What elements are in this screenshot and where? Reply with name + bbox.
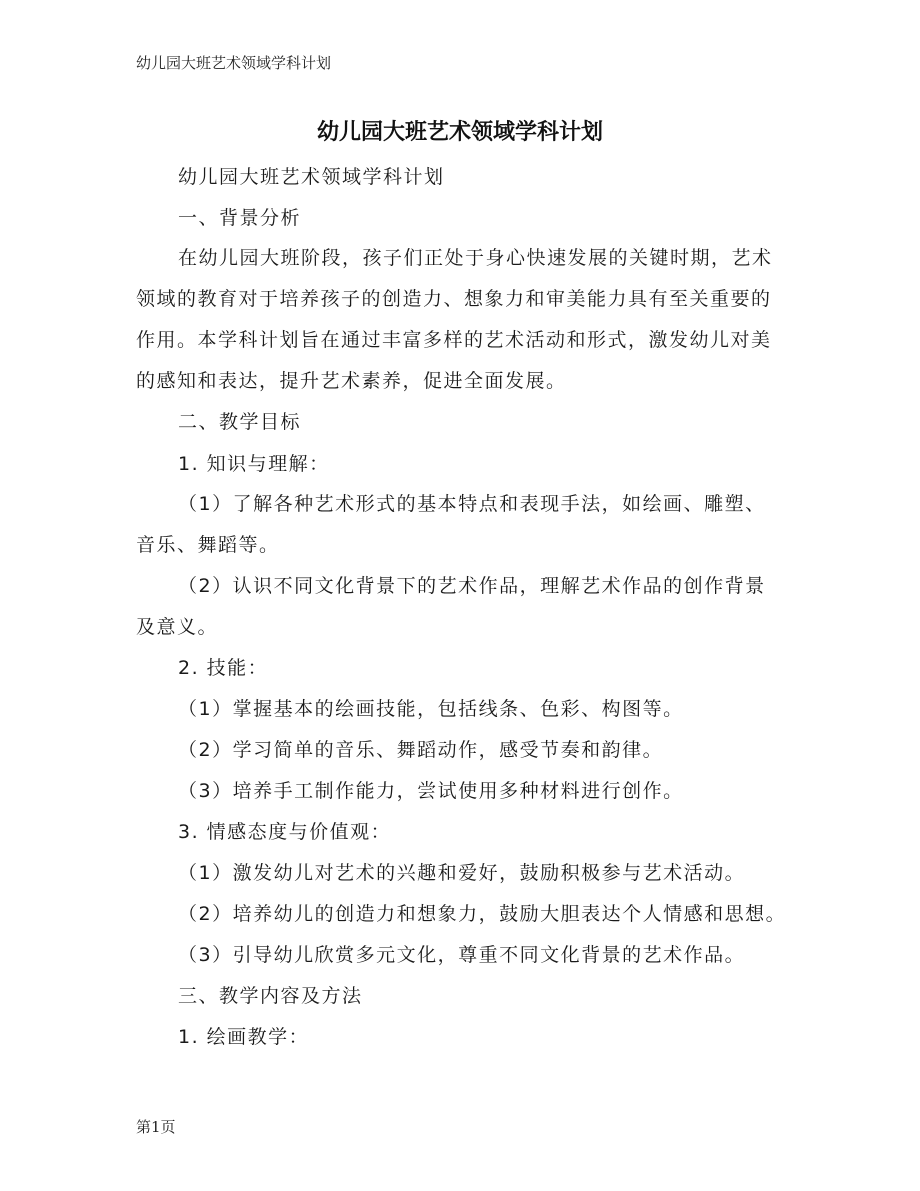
section-heading-goals: 二、教学目标 — [178, 411, 302, 433]
goal-skills-item-1: （1）掌握基本的绘画技能，包括线条、色彩、构图等。 — [178, 698, 684, 720]
background-paragraph: 在幼儿园大班阶段，孩子们正处于身心快速发展的关键时期，艺术领域的教育对于培养孩子的创造力、想象力和审美能力具有至关重要的作用。本学科计划旨在通过丰富多样的艺术活动和形式，激发幼儿对美的感知和表达，提升艺术素养，促进全面发展。 — [136, 247, 773, 392]
goal-skills-item-2: （2）学习简单的音乐、舞蹈动作，感受节奏和韵律。 — [178, 739, 664, 761]
content-heading-drawing: 1. 绘画教学： — [178, 1026, 310, 1048]
goal-attitude-item-3: （3）引导幼儿欣赏多元文化，尊重不同文化背景的艺术作品。 — [178, 944, 746, 966]
running-header: 幼儿园大班艺术领域学科计划 — [136, 54, 332, 72]
goal-attitude-item-1: （1）激发幼儿对艺术的兴趣和爱好，鼓励积极参与艺术活动。 — [178, 862, 746, 884]
goal-skills-item-3: （3）培养手工制作能力，尝试使用多种材料进行创作。 — [178, 780, 684, 802]
goal-attitude-item-2: （2）培养幼儿的创造力和想象力，鼓励大胆表达个人情感和思想。 — [178, 903, 787, 925]
document-title: 幼儿园大班艺术领域学科计划 — [316, 120, 603, 145]
goal-heading-skills: 2. 技能： — [178, 657, 269, 679]
goal-heading-knowledge: 1. 知识与理解： — [178, 453, 330, 475]
section-heading-background: 一、背景分析 — [178, 207, 302, 229]
goal-knowledge-item-1: （1）了解各种艺术形式的基本特点和表现手法，如绘画、雕塑、音乐、舞蹈等。 — [136, 493, 766, 556]
goal-knowledge-item-2: （2）认识不同文化背景下的艺术作品，理解艺术作品的创作背景及意义。 — [136, 575, 766, 638]
document-subtitle: 幼儿园大班艺术领域学科计划 — [178, 166, 445, 188]
page-number: 第1页 — [136, 1118, 176, 1136]
goal-heading-attitude: 3. 情感态度与价值观： — [178, 821, 392, 843]
section-heading-content: 三、教学内容及方法 — [178, 985, 363, 1007]
